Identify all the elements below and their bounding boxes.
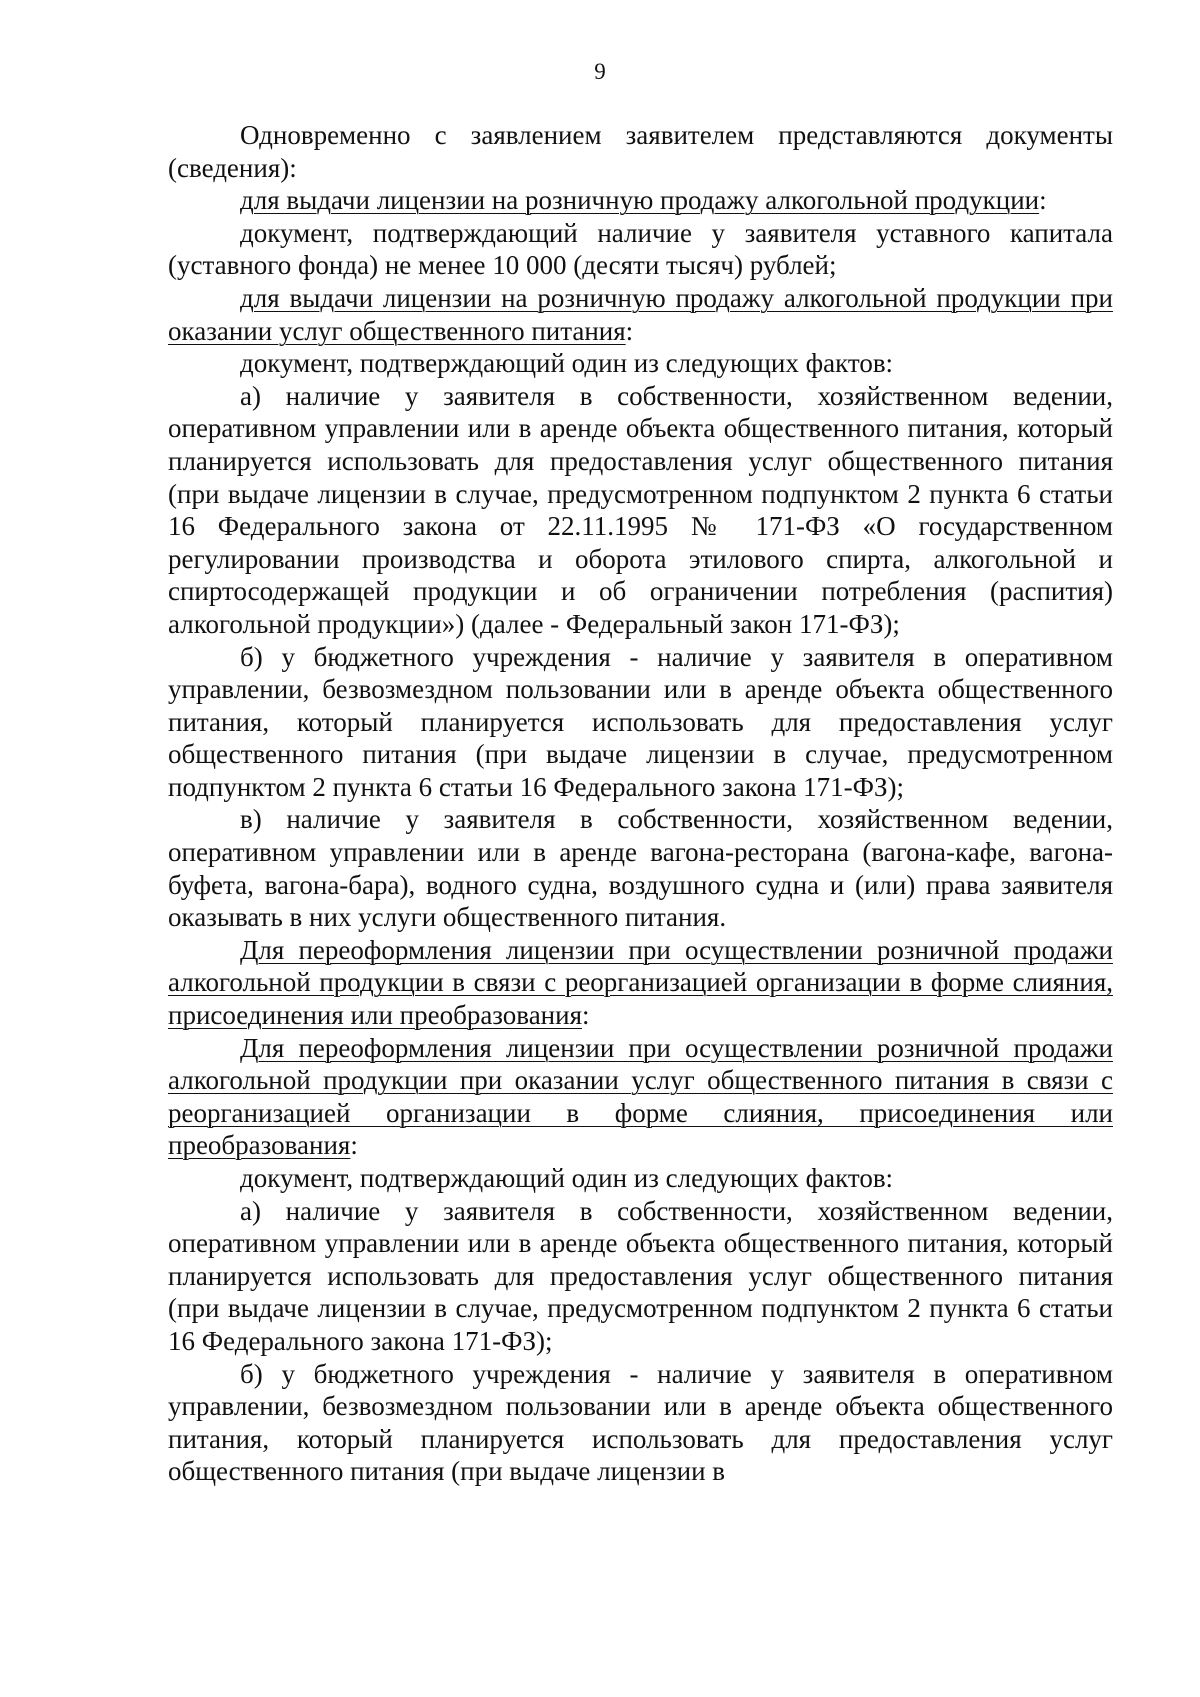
- heading-retail-license: для выдачи лицензии на розничную продажу алкогольной продукции:: [240, 185, 1047, 216]
- list-item-a: а) наличие у заявителя в собственности, хозяйственном ведении, оперативном управлении или в аренде объекта общественного питания, который планируется использовать для предоставления услуг общественного питания (при выдаче лицензии в случае, предусмотренном подпунктом 2 пункта 6 статьи 16 Федерального закона от 22.11.1995 № 171-ФЗ «О государственном регулировании производства и оборота этилового спирта, алкогольной и спиртосодержащей продукции и об ограничении потребления (распития) алкогольной продукции») (далее - Федеральный закон 171-ФЗ);: [168, 380, 1113, 639]
- list-item-v: в) наличие у заявителя в собственности, хозяйственном ведении, оперативном управлении или в аренде вагона-ресторана (вагона-кафе, вагона-буфета, вагона-бара), водного судна, воздушного судна и (или) права заявителя оказывать в них услуги общественного питания.: [168, 804, 1113, 933]
- underlined-heading: Для переоформления лицензии при осуществлении розничной продажи алкогольной продукции при оказании услуг общественного питания в связи с реорганизацией организации в форме слияния, присоединения или преобразования: [168, 1032, 1113, 1161]
- paragraph-facts-document-2: документ, подтверждающий один из следующих фактов:: [240, 1163, 894, 1193]
- list-marker: в): [240, 804, 287, 835]
- list-marker: а): [240, 1195, 286, 1226]
- heading-reissue-catering: Для переоформления лицензии при осуществлении розничной продажи алкогольной продукции при оказании услуг общественного питания в связи с реорганизацией организации в форме слияния, присоединения или преобразования:: [168, 1032, 1113, 1161]
- underlined-heading: для выдачи лицензии на розничную продажу алкогольной продукции при оказании услуг общественного питания: [168, 282, 1113, 346]
- paragraph-intro: Одновременно с заявлением заявителем представляются документы (сведения):: [168, 120, 1113, 183]
- underlined-heading: Для переоформления лицензии при осуществлении розничной продажи алкогольной продукции в связи с реорганизацией организации в форме слияния, присоединения или преобразования: [168, 934, 1113, 1031]
- paragraph-capital-document: документ, подтверждающий наличие у заявителя уставного капитала (уставного фонда) не менее 10 000 (десяти тысяч) рублей;: [168, 217, 1113, 281]
- list-marker: б): [240, 641, 282, 672]
- list-item-b-2: б) у бюджетного учреждения - наличие у заявителя в оперативном управлении, безвозмездном пользовании или в аренде объекта общественного питания, который планируется использовать для предоставления услуг общественного питания (при выдаче лицензии в: [168, 1358, 1113, 1487]
- heading-reissue-retail: Для переоформления лицензии при осуществлении розничной продажи алкогольной продукции в связи с реорганизацией организации в форме слияния, присоединения или преобразования:: [168, 934, 1113, 1031]
- list-marker: а): [240, 380, 286, 411]
- list-marker: б): [240, 1358, 282, 1389]
- list-item-a-2: а) наличие у заявителя в собственности, хозяйственном ведении, оперативном управлении или в аренде объекта общественного питания, который планируется использовать для предоставления услуг общественного питания (при выдаче лицензии в случае, предусмотренном подпунктом 2 пункта 6 статьи 16 Федерального закона 171-ФЗ);: [168, 1195, 1113, 1356]
- list-item-b: б) у бюджетного учреждения - наличие у заявителя в оперативном управлении, безвозмездном пользовании или в аренде объекта общественного питания, который планируется использовать для предоставления услуг общественного питания (при выдаче лицензии в случае, предусмотренном подпунктом 2 пункта 6 статьи 16 Федерального закона 171-ФЗ);: [168, 641, 1113, 802]
- underlined-heading: для выдачи лицензии на розничную продажу алкогольной продукции: [240, 185, 1040, 216]
- paragraph-facts-document: документ, подтверждающий один из следующих фактов:: [240, 348, 894, 379]
- page-number: 9: [594, 59, 606, 84]
- document-body: [168, 119, 1113, 1488]
- heading-catering-license: для выдачи лицензии на розничную продажу алкогольной продукции при оказании услуг общественного питания:: [168, 282, 1113, 346]
